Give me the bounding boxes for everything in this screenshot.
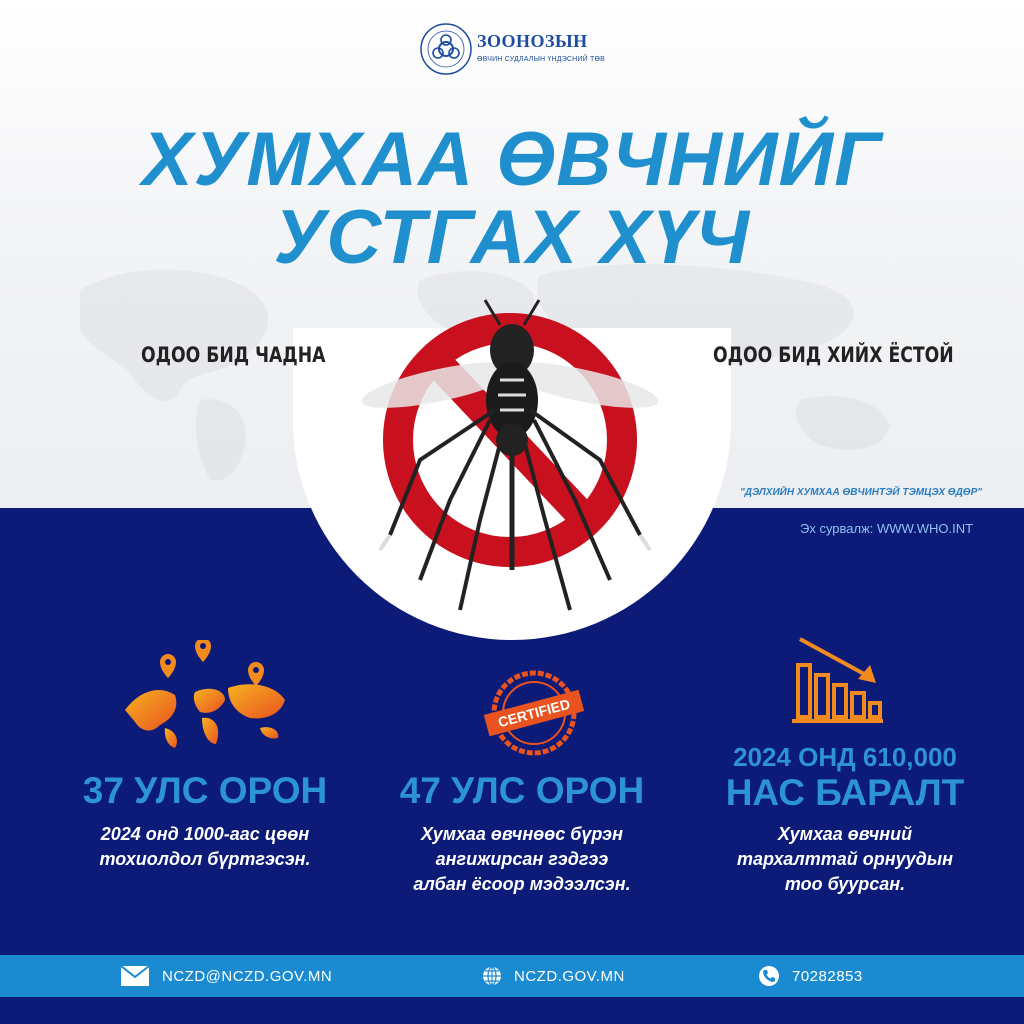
contact-footer (0, 955, 1024, 997)
organization-seal-icon (419, 22, 473, 76)
footer-email[interactable] (120, 955, 332, 997)
stat-3-title: НАС БАРАЛТ (725, 772, 965, 813)
declining-bar-chart-icon (790, 635, 885, 725)
main-title-line-2: УСТГАХ ХҮЧ (273, 195, 751, 280)
globe-icon (482, 966, 502, 986)
logo-name: ЗООНОЗЫН (477, 31, 588, 51)
stat-1-description-line-1: 2024 онд 1000-аас цөөн (100, 824, 310, 844)
world-map-pins-icon (120, 640, 290, 750)
footer-phone-text: 70282853 (792, 967, 863, 985)
stat-3-description-line-2: тархалттай орнуудын (736, 849, 954, 869)
stat-1-description-line-2: тохиолдол бүртгэсэн. (99, 849, 311, 869)
campaign-quote: "ДЭЛХИЙН ХУМХАА ӨВЧИНТЭЙ ТЭМЦЭХ ӨДӨР" (740, 487, 982, 498)
stat-2-description-line-1: Хумхаа өвчнөөс бүрэн (421, 824, 623, 844)
footer-website[interactable] (482, 955, 625, 997)
footer-email-text: NCZD@NCZD.GOV.MN (162, 967, 333, 985)
stat-1-title: 37 УЛС ОРОН (82, 770, 328, 811)
phone-icon (758, 965, 780, 987)
stat-1-description (55, 822, 355, 872)
stat-3-pre-title: 2024 ОНД 610,000 (733, 742, 957, 772)
stat-3-description-line-1: Хумхаа өвчний (777, 824, 913, 844)
stat-2-description (372, 822, 672, 897)
source-note: Эх сурвалж: WWW.WHO.INT (800, 521, 974, 536)
no-mosquito-sign-icon (300, 290, 720, 620)
envelope-icon (120, 965, 150, 987)
stat-2-title: 47 УЛС ОРОН (399, 770, 645, 811)
slogan-right: ОДОО БИД ХИЙХ ЁСТОЙ (713, 343, 954, 367)
footer-website-text: NCZD.GOV.MN (514, 967, 625, 985)
certified-stamp-text: CERTIFIED (496, 695, 572, 731)
stat-2-description-line-3: албан ёсоор мэдээлсэн. (413, 874, 631, 894)
footer-phone[interactable] (758, 955, 863, 997)
stat-2-description-line-2: ангижирсан гэдгээ (435, 849, 609, 869)
logo-subtitle: ӨВЧИН СУДЛАЛЫН ҮНДЭСНИЙ ТӨВ (477, 56, 606, 63)
slogan-left: ОДОО БИД ЧАДНА (141, 343, 326, 367)
certified-stamp-icon (483, 668, 585, 758)
stat-3-description-line-3: тоо буурсан. (784, 874, 906, 894)
main-title-line-1: ХУМХАА ӨВЧНИЙГ (142, 117, 882, 202)
organization-logo (419, 22, 609, 78)
stat-3-description (695, 822, 995, 897)
